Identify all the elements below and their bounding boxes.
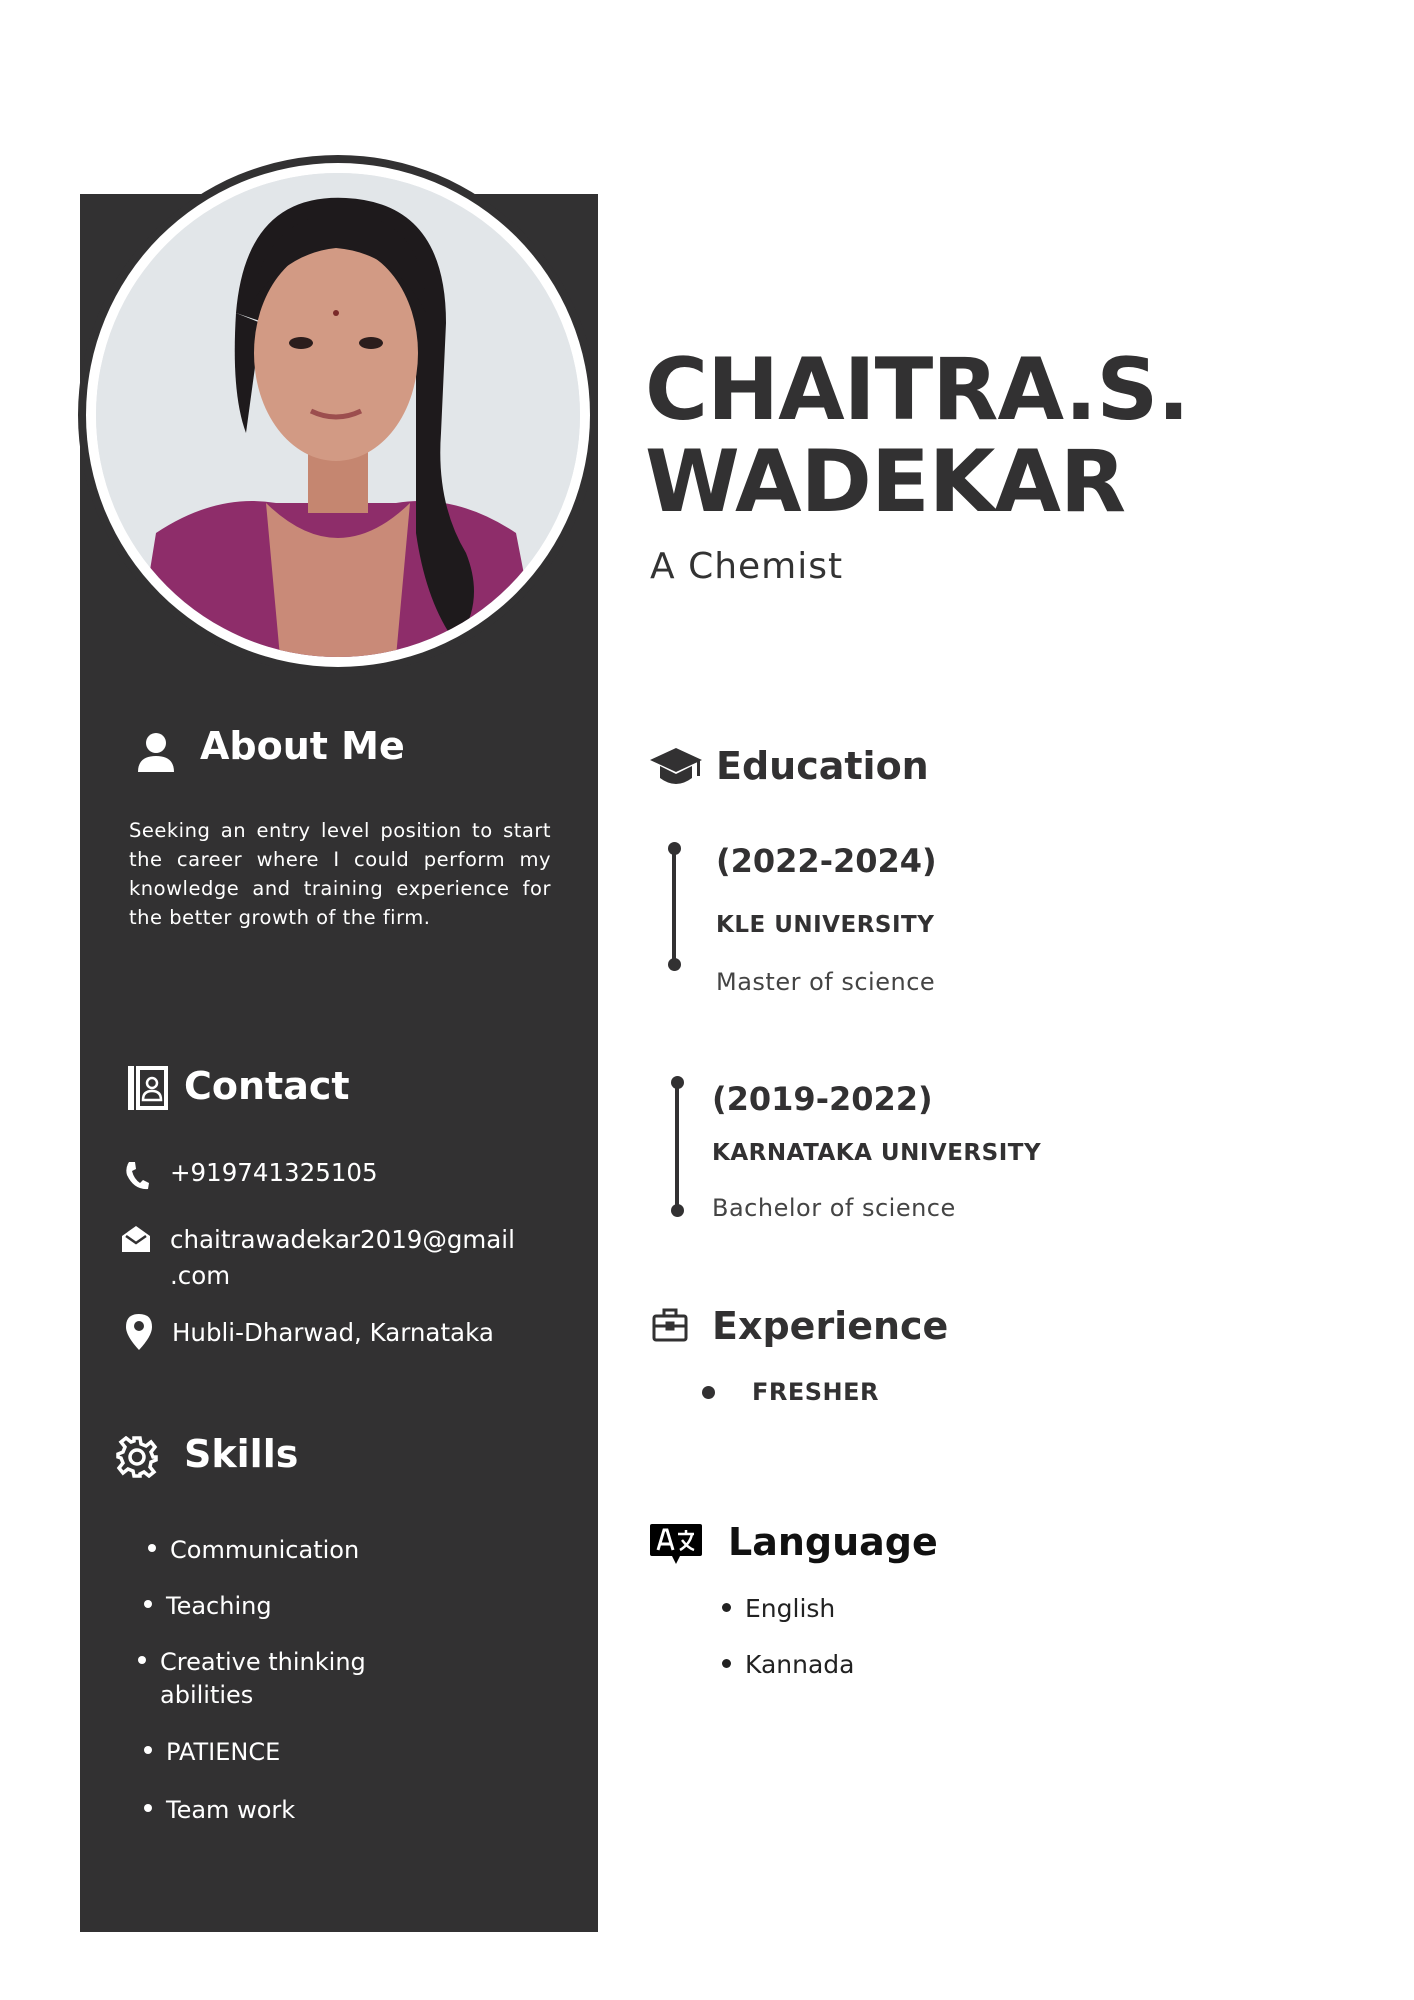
phone-icon [124, 1160, 150, 1190]
experience-heading: Experience [712, 1304, 949, 1348]
skill-item-continued: abilities [160, 1681, 254, 1709]
profile-photo [96, 173, 580, 657]
timeline-line [672, 850, 676, 962]
timeline-line [675, 1084, 679, 1210]
experience-item: FRESHER [752, 1378, 880, 1406]
language-item: Kannada [722, 1650, 854, 1679]
email-line-2: .com [170, 1261, 231, 1290]
about-text: Seeking an entry level position to start the career where I could perform my knowledge and training experience for the better growth of the firm. [129, 819, 551, 929]
phone-number[interactable]: +919741325105 [170, 1158, 378, 1187]
graduation-cap-icon [650, 746, 702, 788]
email-address[interactable] [170, 1222, 515, 1294]
education-institution: KLE UNIVERSITY [716, 912, 935, 938]
skill-item: Communication [148, 1536, 359, 1564]
education-years: (2022-2024) [716, 842, 937, 880]
email-icon [122, 1226, 150, 1252]
education-degree: Bachelor of science [712, 1194, 956, 1222]
name-line-1: CHAITRA.S. [645, 340, 1189, 440]
skill-item: Teaching [144, 1592, 272, 1620]
education-institution: KARNATAKA UNIVERSITY [712, 1140, 1042, 1166]
skill-item: Team work [144, 1796, 295, 1824]
timeline-dot [671, 1204, 684, 1217]
education-degree: Master of science [716, 968, 936, 996]
name-line-2: WADEKAR [645, 432, 1126, 532]
job-title: A Chemist [650, 546, 844, 587]
user-icon [136, 732, 176, 772]
briefcase-icon [652, 1308, 688, 1342]
timeline-dot [668, 958, 681, 971]
contact-heading: Contact [184, 1064, 350, 1108]
education-years: (2019-2022) [712, 1080, 933, 1118]
location-text: Hubli-Dharwad, Karnataka [172, 1318, 494, 1347]
translate-icon [650, 1524, 702, 1564]
language-item: English [722, 1594, 835, 1623]
skill-item: Creative thinking [138, 1648, 366, 1676]
language-heading: Language [728, 1520, 938, 1564]
skill-item: PATIENCE [144, 1738, 280, 1766]
about-heading: About Me [200, 724, 405, 768]
email-line-1: chaitrawadekar2019@gmail [170, 1225, 515, 1254]
contact-book-icon [128, 1066, 168, 1110]
experience-bullet [702, 1386, 715, 1399]
gear-icon [116, 1436, 158, 1478]
person-name [645, 340, 1189, 532]
skills-heading: Skills [184, 1432, 299, 1476]
location-pin-icon [126, 1314, 152, 1350]
education-heading: Education [716, 744, 929, 788]
